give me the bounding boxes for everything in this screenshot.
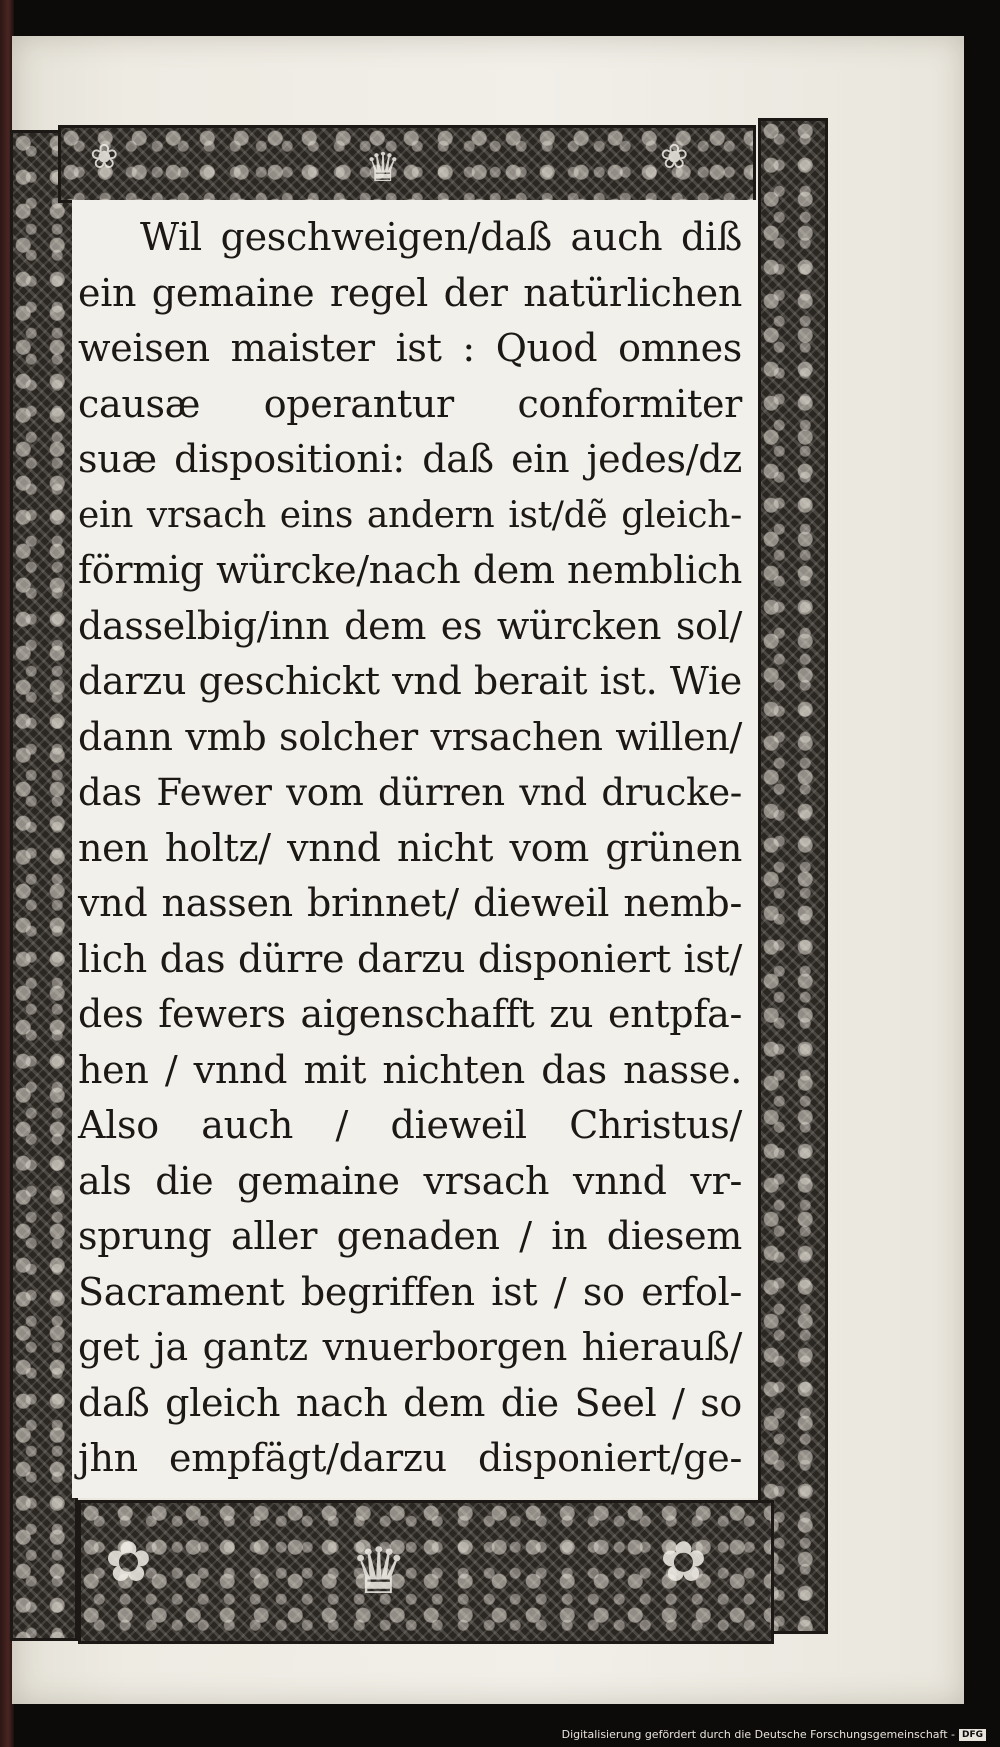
flower-ornament: ❀ bbox=[90, 137, 119, 177]
flower-ornament: ✿ bbox=[660, 1530, 707, 1595]
text-line: Wil geschweigen/daß auch diß bbox=[140, 215, 742, 259]
text-line: als die gemaine vrsach vnnd vr- bbox=[78, 1158, 742, 1203]
text-line: Sacrament begriffen ist / so erfol- bbox=[78, 1269, 742, 1314]
crown-ornament-top: ♛ bbox=[365, 145, 401, 191]
text-line: lich das dürre darzu disponiert ist/ bbox=[78, 936, 742, 981]
page-text bbox=[78, 210, 742, 1487]
text-line: hen / vnnd mit nichten das nasse. bbox=[78, 1047, 742, 1092]
text-line: des fewers aigenschafft zu entpfa- bbox=[78, 992, 742, 1036]
text-line: ein gemaine regel der natürlichen bbox=[78, 270, 742, 315]
text-line: Also auch / dieweil Christus/ bbox=[78, 1103, 742, 1147]
digitization-credit bbox=[562, 1728, 986, 1741]
text-line: sprung aller genaden / in diesem bbox=[78, 1214, 742, 1258]
crown-ornament-bottom: ♛ bbox=[350, 1535, 408, 1609]
text-line: dasselbig/inn dem es würcken sol/ bbox=[78, 603, 742, 648]
text-line: jhn empfägt/darzu disponiert/ge- bbox=[78, 1436, 742, 1480]
text-line: das Fewer vom dürren vnd drucke- bbox=[78, 771, 742, 814]
credit-text: Digitalisierung gefördert durch die Deutsche Forschungsgemeinschaft - bbox=[561, 1728, 955, 1741]
text-line: suæ dispositioni: daß ein jedes/dz bbox=[78, 437, 742, 481]
text-line: nen holtz/ vnnd nicht vom grünen bbox=[78, 825, 742, 870]
flower-ornament: ✿ bbox=[105, 1530, 152, 1595]
text-line: ein vrsach eins andern ist/dẽ gleich- bbox=[78, 494, 742, 536]
text-line: causæ operantur conformiter bbox=[78, 381, 742, 426]
flower-ornament: ❀ bbox=[660, 137, 689, 177]
dfg-logo: DFG bbox=[959, 1729, 986, 1741]
woodcut-border-left bbox=[10, 130, 78, 1641]
text-line: förmig würcke/nach dem nemblich bbox=[78, 548, 742, 592]
text-line: vnd nassen brinnet/ dieweil nemb- bbox=[78, 881, 742, 925]
woodcut-border-right bbox=[758, 118, 828, 1634]
text-line: dann vmb solcher vrsachen willen/ bbox=[78, 714, 742, 759]
text-line: daß gleich nach dem die Seel / so bbox=[78, 1380, 742, 1425]
text-line: weisen maister ist : Quod omnes bbox=[78, 326, 742, 370]
text-line: get ja gantz vnuerborgen hierauß/ bbox=[78, 1325, 742, 1369]
text-line: darzu geschickt vnd berait ist. Wie bbox=[78, 659, 742, 703]
woodcut-border-top bbox=[58, 125, 756, 203]
